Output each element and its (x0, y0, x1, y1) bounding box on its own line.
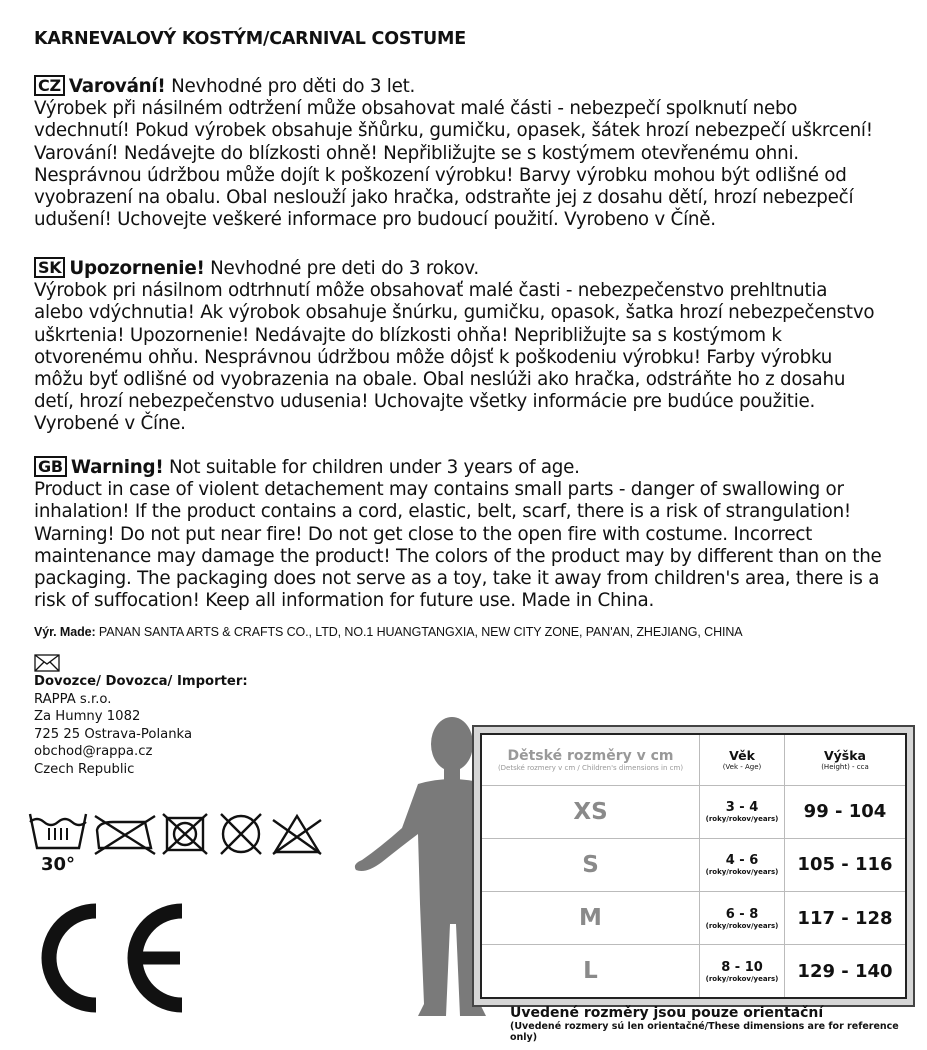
page-title: KARNEVALOVÝ KOSTÝM/CARNIVAL COSTUME (34, 29, 466, 49)
warning-label-sk: Upozornenie! (69, 258, 205, 279)
warning-label-gb: Warning! (70, 457, 164, 478)
age-value: 4 - 6 (725, 853, 759, 869)
text-line: risk of suffocation! Keep all information for future use. Made in China. (34, 590, 655, 612)
size-note (510, 1005, 927, 1043)
header-height (785, 735, 906, 785)
age-cell (700, 945, 785, 997)
text-line: vdechnutí! Pokud výrobek obsahuje šňůrku, gumičku, opasek, šátek hrozí nebezpečí uškrcení! (34, 120, 873, 142)
height-value: 117 - 128 (785, 891, 906, 944)
table-row (482, 891, 905, 944)
age-value: 3 - 4 (725, 800, 759, 816)
age-unit: (roky/rokov/years) (705, 815, 779, 824)
header-age-label: Věk (729, 748, 755, 764)
size-note-sub: (Uvedené rozmery sú len orientačné/These dimensions are for reference only) (510, 1021, 899, 1043)
importer-block (34, 654, 248, 779)
no-dry-clean-icon (221, 814, 261, 854)
ce-mark-logo (22, 903, 192, 1017)
text-line: packaging. The packaging does not serve as a toy, take it away from children's area, there is a (34, 568, 880, 590)
text-line: Product in case of violent detachement may contains small parts - danger of swallowing or (34, 479, 844, 501)
importer-line: obchod@rappa.cz (34, 744, 153, 760)
age-cell (700, 838, 785, 891)
importer-line: 725 25 Ostrava-Polanka (34, 726, 193, 742)
size-table-grid (482, 735, 905, 997)
text-line: Varování! Nedávejte do blízkosti ohně! Nepřibližujte se s kostýmem otevřenému ohni. (34, 142, 799, 164)
text-line: detí, hrozí nebezpečenstvo udusenia! Uchovajte všetky informácie pre budúce použitie. (34, 391, 816, 413)
text-line: maintenance may damage the product! The colors of the product may by different than on the (34, 545, 882, 567)
manufacturer-text: PANAN SANTA ARTS & CRAFTS CO., LTD, NO.1 HUANGTANGXIA, NEW CITY ZONE, PAN'AN, ZHEJIANG, CHINA (95, 625, 743, 639)
wash-temperature: 30° (41, 854, 76, 875)
size-table-header-row (482, 735, 905, 785)
text-line: alebo vdýchnutia! Ak výrobok obsahuje šnúrku, gumičku, opasok, šatka hrozí nebezpečenstvo (34, 302, 875, 324)
header-age-sub: (Vek - Age) (722, 763, 762, 772)
age-value: 6 - 8 (725, 906, 759, 922)
section-sk (34, 257, 914, 436)
age-cell (700, 785, 785, 838)
header-height-sub: (Height) - cca (821, 763, 869, 772)
text-line: vyobrazení na obalu. Obal neslouží jako hračka, odstraňte jej z dosahu dětí, hrozí nebezpečí (34, 187, 854, 209)
envelope-icon (34, 654, 60, 672)
header-dimensions-label: Dětské rozměry v cm (507, 747, 674, 764)
text-line: otvorenému ohňu. Nesprávnou údržbou môže dôjsť k poškodeniu výrobku! Farby výrobku (34, 346, 833, 368)
age-value: 8 - 10 (721, 959, 763, 975)
text-line: môžu byť odlišné od vyobrazenia na obale. Obal neslúži ako hračka, odstráňte ho z dosahu (34, 369, 846, 391)
importer-header: Dovozce/ Dovozca/ Importer: (34, 674, 248, 689)
table-row (482, 838, 905, 891)
text-line: Výrobok pri násilnom odtrhnutí môže obsahovať malé časti - nebezpečenstvo prehltnutia (34, 280, 828, 302)
warning-text-cz: Nevhodné pro děti do 3 let. (165, 76, 416, 97)
manufacturer-line (34, 625, 743, 639)
text-line: inhalation! If the product contains a cord, elastic, belt, scarf, there is a risk of strangulation! (34, 501, 851, 523)
care-symbols (27, 810, 327, 884)
importer-line: Za Humny 1082 (34, 709, 141, 725)
header-height-label: Výška (823, 748, 866, 764)
age-unit: (roky/rokov/years) (705, 974, 779, 983)
warning-label-cz: Varování! (68, 76, 166, 97)
importer-line: RAPPA s.r.o. (34, 691, 112, 707)
table-row (482, 945, 905, 997)
importer-line: Czech Republic (34, 761, 135, 777)
section-cz (34, 75, 914, 231)
no-tumble-dry-icon (163, 814, 207, 854)
table-row (482, 785, 905, 838)
height-value: 99 - 104 (785, 785, 906, 838)
wash-30-icon (30, 814, 86, 848)
text-line: uškrtenia! Upozornenie! Nedávajte do blízkosti ohňa! Nepribližujte sa s kostýmom k (34, 324, 782, 346)
section-cz-warning-line (34, 75, 914, 98)
text-line: udušení! Uchovejte veškeré informace pro budoucí použití. Vyrobeno v Číně. (34, 209, 716, 231)
age-unit: (roky/rokov/years) (705, 868, 779, 877)
lang-code-gb: GB (34, 456, 67, 477)
no-iron-icon (95, 816, 155, 854)
height-value: 129 - 140 (797, 960, 893, 982)
age-unit: (roky/rokov/years) (705, 921, 779, 930)
header-dimensions-sub: (Detské rozmery v cm / Children's dimensions in cm) (497, 763, 684, 772)
height-value: 105 - 116 (785, 838, 906, 891)
size-label: S (482, 838, 700, 891)
section-sk-warning-line (34, 257, 914, 280)
lang-code-cz: CZ (34, 75, 65, 96)
text-line: Warning! Do not put near fire! Do not get close to the open fire with costume. Incorrect (34, 523, 813, 545)
size-table (480, 733, 907, 999)
header-age (700, 735, 785, 785)
warning-text-gb: Not suitable for children under 3 years of age. (163, 457, 580, 478)
lang-code-sk: SK (34, 257, 65, 278)
size-label: M (482, 891, 700, 944)
manufacturer-label: Výr. Made: (34, 625, 96, 639)
warning-text-sk: Nevhodné pre deti do 3 rokov. (204, 258, 479, 279)
age-cell (700, 891, 785, 944)
text-line: Vyrobené v Číne. (34, 413, 186, 435)
section-gb (34, 456, 914, 612)
header-dimensions (482, 735, 700, 785)
size-label: L (482, 945, 700, 997)
no-bleach-icon (273, 816, 321, 854)
size-note-main: Uvedené rozměry jsou pouze orientační (510, 1005, 824, 1021)
text-line: Nesprávnou údržbou může dojít k poškození výrobku! Barvy výrobku mohou být odlišné od (34, 164, 847, 186)
text-line: Výrobek při násilném odtržení může obsahovat malé části - nebezpečí spolknutí nebo (34, 98, 798, 120)
section-gb-warning-line (34, 456, 914, 479)
size-label: XS (482, 785, 700, 838)
